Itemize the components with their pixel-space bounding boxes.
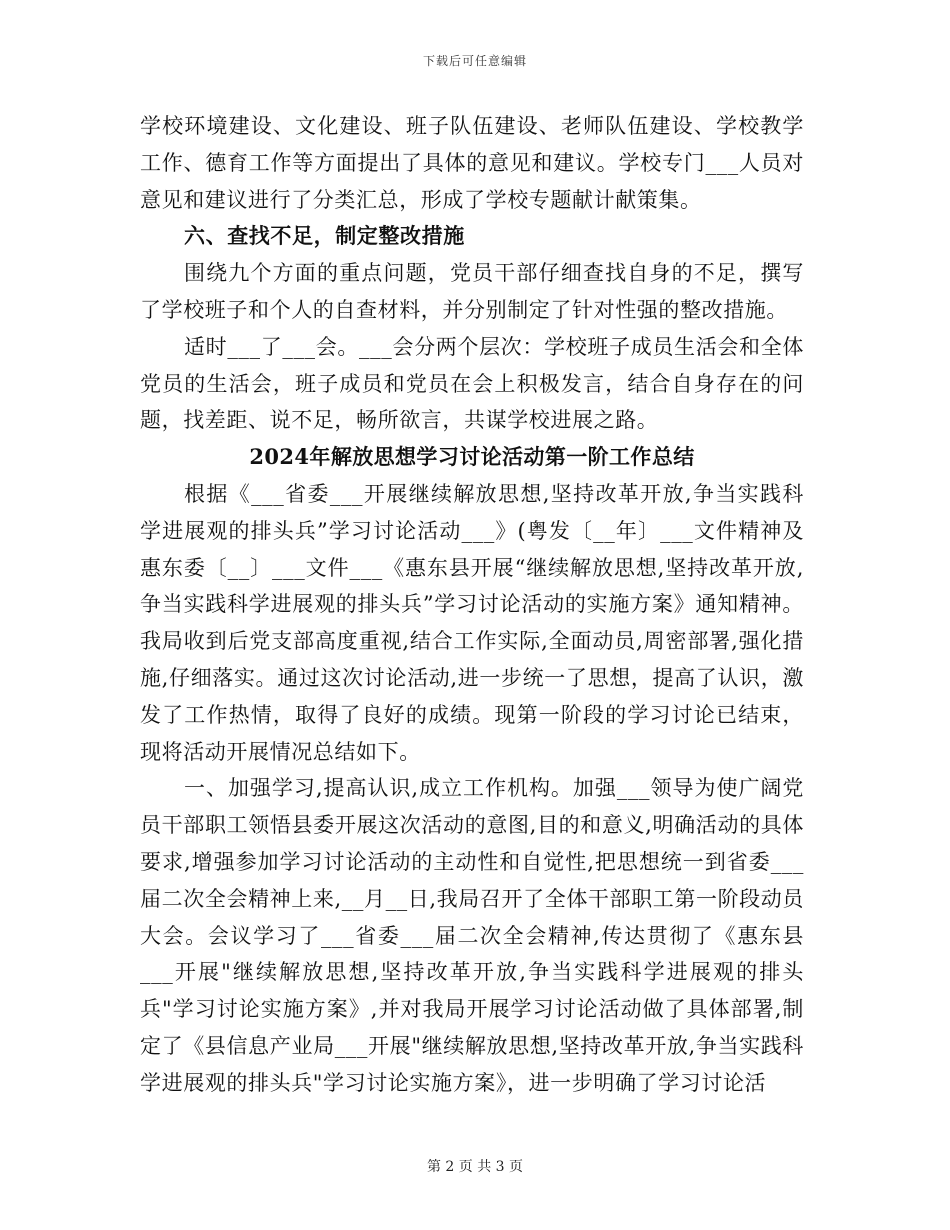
- paragraph-basis: 根据《___省委___开展继续解放思想,坚持改革开放,争当实践科学进展观的排头兵”学习讨论活动___》(粤发〔__年〕___文件精神及惠东委〔__〕___文件___《惠东县开展“继续解放思想,坚持改革开放,争当实践科学进展观的排头兵”学习讨论活动的实施方案》通知精神。我局收到后党支部高度重视,结合工作实际,全面动员,周密部署,强化措施,仔细落实。通过这次讨论活动,进一步统一了思想，提高了认识，激发了工作热情，取得了良好的成绩。现第一阶段的学习讨论已结束，现将活动开展情况总结如下。: [140, 481, 804, 764]
- page-number: 第 2 页 共 3 页: [426, 1159, 524, 1175]
- paragraph-section-one: 一、加强学习,提高认识,成立工作机构。加强___领导为使广阔党员干部职工领悟县委开展这次活动的意图,目的和意义,明确活动的具体要求,增强参加学习讨论活动的主动性和自觉性,把思想统一到省委___届二次全会精神上来,__月__日,我局召开了全体干部职工第一阶段动员大会。会议学习了___省委___届二次全会精神,传达贯彻了《惠东县___开展"继续解放思想,坚持改革开放,争当实践科学进展观的排头兵"学习讨论实施方案》,并对我局开展学习讨论活动做了具体部署,制定了《县信息产业局___开展"继续解放思想,坚持改革开放,争当实践科学进展观的排头兵"学习讨论实施方案》，进一步明确了学习讨论活: [140, 776, 804, 1095]
- section-heading-six: 六、查找不足，制定整改措施: [184, 223, 465, 249]
- document-body: [140, 108, 804, 1102]
- paragraph-meeting: 适时___了___会。___会分两个层次：学校班子成员生活会和全体党员的生活会，班子成员和党员在会上积极发言，结合自身存在的问题，找差距、说不足，畅所欲言，共谋学校进展之路。: [140, 334, 804, 433]
- document-title: 2024年解放思想学习讨论活动第一阶工作总结: [249, 444, 695, 470]
- paragraph-self-check: 围绕九个方面的重点问题，党员干部仔细查找自身的不足，撰写了学校班子和个人的自查材料，并分别制定了针对性强的整改措施。: [140, 261, 804, 322]
- page-header-note: 下载后可任意编辑: [422, 54, 527, 68]
- paragraph-continued: 学校环境建设、文化建设、班子队伍建设、老师队伍建设、学校教学工作、德育工作等方面提出了具体的意见和建议。学校专门___人员对意见和建议进行了分类汇总，形成了学校专题献计献策集。: [140, 114, 804, 212]
